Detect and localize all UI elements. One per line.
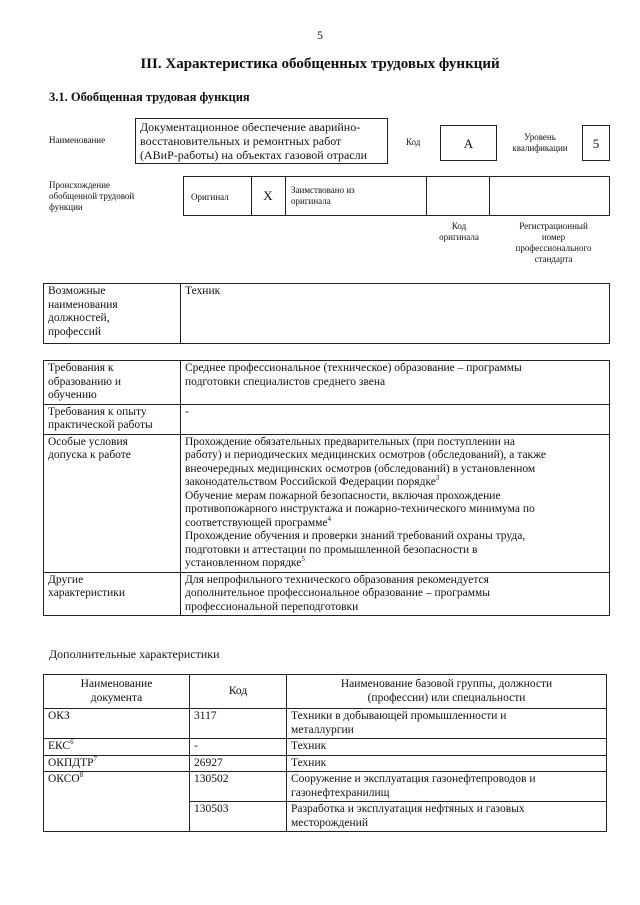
original-mark: X (263, 188, 273, 203)
section-title: III. Характеристика обобщенных трудовых функций (140, 56, 500, 72)
code-value-box (440, 125, 497, 161)
code-cell: 130503 (190, 802, 287, 832)
name-value-line: восстановительных и ремонтных работ (140, 134, 342, 148)
subsection-title: 3.1. Обобщенная трудовая функция (49, 90, 250, 104)
name-value-box (135, 118, 388, 164)
positions-label: Возможные наименования должностей, профессий (44, 284, 181, 344)
origin-label (49, 180, 134, 213)
footnote-ref: 8 (79, 771, 84, 780)
code-cell: 130502 (190, 772, 287, 802)
level-label-line: Уровень (524, 132, 556, 142)
requirement-label: Особые условия допуска к работе (44, 434, 181, 572)
table-row (44, 675, 607, 709)
table-row (44, 772, 607, 802)
table-row (44, 739, 607, 756)
positions-value: Техник (181, 284, 610, 344)
borrowed-label-line: Заимствовано из (291, 185, 355, 195)
code-cell: 3117 (190, 709, 287, 739)
level-label (505, 132, 575, 154)
original-label: Оригинал (191, 192, 229, 202)
requirements-table (43, 360, 610, 616)
requirement-value: - (181, 404, 610, 434)
additional-title: Дополнительные характеристики (49, 647, 220, 661)
page-number: 5 (317, 28, 323, 42)
level-label-line: квалификации (512, 143, 568, 153)
table-row (44, 709, 607, 739)
footnote-ref: 5 (301, 555, 305, 564)
positions-table (43, 283, 610, 344)
table-row (44, 572, 610, 616)
code-original-label: Код оригинала (439, 221, 479, 242)
level-value: 5 (592, 136, 600, 151)
name-cell: Сооружение и эксплуатация газонефтепроводов и газонефтехранилищ (287, 772, 607, 802)
code-cell: 26927 (190, 755, 287, 772)
level-value-box (582, 125, 610, 161)
column-header: Наименование базовой группы, должности (профессии) или специальности (287, 675, 607, 709)
footnote-ref: 7 (93, 754, 98, 763)
origin-label-line: обобщенной трудовой (49, 191, 135, 201)
table-row (44, 361, 610, 405)
table-row (44, 434, 610, 572)
additional-table (43, 674, 607, 832)
table-row (44, 404, 610, 434)
doc-cell: ОКСО$^8$ (44, 772, 190, 832)
requirement-value: Среднее профессиональное (техническое) образование – программы подготовки специалистов среднего звена (181, 361, 610, 405)
requirement-value: Прохождение обязательных предварительных (при поступлении на работу) и периодических медицинских осмотров (обследований), а также внеочередных медицинских осмотров (обследований) в установленном законодательством Российской Федерации порядке$^3$ Обучение мерам пожарной безопасности, включая прохождение противопожарного инструктажа и пожарно-технического минимума по соответствующей программе$^4$ Прохождение обучения и проверки знаний требований охраны труда, подготовки и аттестации по промышленной безопасности в установленном порядке$^5$ (181, 434, 610, 572)
origin-box (183, 176, 610, 216)
doc-cell: ОКЗ (44, 709, 190, 739)
table-row (44, 755, 607, 772)
column-header: Код (190, 675, 287, 709)
code-value: А (463, 136, 474, 151)
registration-number-label: Регистрационный номер профессионального стандарта (515, 221, 592, 264)
requirement-label: Требования к образованию и обучению (44, 361, 181, 405)
code-label: Код (406, 137, 421, 147)
footnote-ref: 3 (435, 474, 440, 483)
name-cell: Разработка и эксплуатация нефтяных и газовых месторождений (287, 802, 607, 832)
borrowed-label-line: оригинала (291, 196, 331, 206)
doc-cell: ОКПДТР$^7$ (44, 755, 190, 772)
requirement-label: Требования к опыту практической работы (44, 404, 181, 434)
footnote-ref: 4 (327, 514, 331, 523)
code-cell: - (190, 739, 287, 756)
table-row (44, 284, 610, 344)
origin-label-line: функции (49, 202, 83, 212)
footnote-ref: 6 (70, 738, 74, 747)
doc-cell: ЕКС$^6$ (44, 739, 190, 756)
name-label: Наименование (49, 135, 106, 145)
name-value-line: Документационное обеспечение аварийно- (140, 120, 361, 134)
name-cell: Техник (287, 739, 607, 756)
name-value-line: (АВиР-работы) на объектах газовой отрасли (140, 148, 368, 162)
name-cell: Техники в добывающей промышленности и металлургии (287, 709, 607, 739)
requirement-label: Другие характеристики (44, 572, 181, 616)
requirement-value: Для непрофильного технического образования рекомендуется дополнительное профессиональное образование – программы профессиональной переподготовки (181, 572, 610, 616)
origin-label-line: Происхождение (49, 180, 111, 190)
column-header: Наименование документа (44, 675, 190, 709)
name-cell: Техник (287, 755, 607, 772)
borrowed-label (291, 185, 355, 207)
